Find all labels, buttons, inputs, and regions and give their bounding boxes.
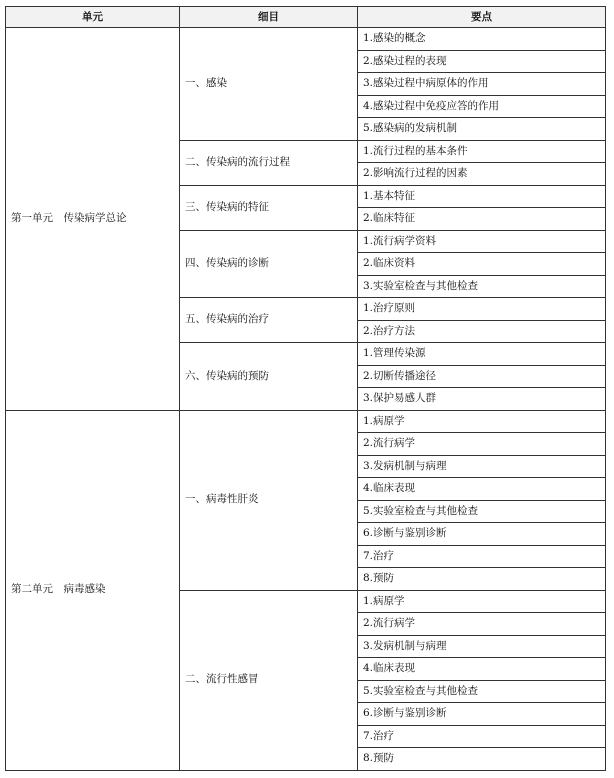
- point-cell: 3.发病机制与病理: [358, 635, 606, 658]
- point-cell: 4.临床表现: [358, 478, 606, 501]
- point-cell: 1.流行过程的基本条件: [358, 140, 606, 163]
- point-cell: 1.病原学: [358, 410, 606, 433]
- point-cell: 2.治疗方法: [358, 320, 606, 343]
- point-cell: 2.切断传播途径: [358, 365, 606, 388]
- point-cell: 1.管理传染源: [358, 343, 606, 366]
- point-cell: 5.实验室检查与其他检查: [358, 680, 606, 703]
- point-cell: 1.基本特征: [358, 185, 606, 208]
- item-cell: 二、传染病的流行过程: [180, 140, 358, 185]
- point-cell: 5.感染病的发病机制: [358, 118, 606, 141]
- point-cell: 7.治疗: [358, 725, 606, 748]
- item-cell: 四、传染病的诊断: [180, 230, 358, 298]
- item-cell: 二、流行性感冒: [180, 590, 358, 770]
- point-cell: 2.感染过程的表现: [358, 50, 606, 73]
- point-cell: 2.流行病学: [358, 613, 606, 636]
- point-cell: 2.流行病学: [358, 433, 606, 456]
- point-cell: 3.保护易感人群: [358, 388, 606, 411]
- item-cell: 五、传染病的治疗: [180, 298, 358, 343]
- point-cell: 8.预防: [358, 568, 606, 591]
- item-cell: 三、传染病的特征: [180, 185, 358, 230]
- item-cell: 一、感染: [180, 28, 358, 141]
- point-cell: 1.病原学: [358, 590, 606, 613]
- point-cell: 2.影响流行过程的因素: [358, 163, 606, 186]
- header-point: 要点: [358, 7, 606, 28]
- point-cell: 5.实验室检查与其他检查: [358, 500, 606, 523]
- item-cell: 一、病毒性肝炎: [180, 410, 358, 590]
- header-row: [6, 7, 606, 28]
- point-cell: 2.临床特征: [358, 208, 606, 231]
- point-cell: 3.感染过程中病原体的作用: [358, 73, 606, 96]
- table-row: [6, 410, 606, 433]
- table-body: [6, 28, 606, 771]
- point-cell: 3.发病机制与病理: [358, 455, 606, 478]
- point-cell: 4.临床表现: [358, 658, 606, 681]
- table-row: [6, 28, 606, 51]
- point-cell: 6.诊断与鉴别诊断: [358, 703, 606, 726]
- point-cell: 1.治疗原则: [358, 298, 606, 321]
- point-cell: 1.流行病学资料: [358, 230, 606, 253]
- unit-cell: 第二单元 病毒感染: [6, 410, 180, 770]
- header-item: 细目: [180, 7, 358, 28]
- item-cell: 六、传染病的预防: [180, 343, 358, 411]
- point-cell: 4.感染过程中免疫应答的作用: [358, 95, 606, 118]
- point-cell: 8.预防: [358, 748, 606, 771]
- point-cell: 7.治疗: [358, 545, 606, 568]
- point-cell: 6.诊断与鉴别诊断: [358, 523, 606, 546]
- syllabus-table: [5, 6, 606, 771]
- point-cell: 1.感染的概念: [358, 28, 606, 51]
- header-unit: 单元: [6, 7, 180, 28]
- point-cell: 3.实验室检查与其他检查: [358, 275, 606, 298]
- point-cell: 2.临床资料: [358, 253, 606, 276]
- unit-cell: 第一单元 传染病学总论: [6, 28, 180, 411]
